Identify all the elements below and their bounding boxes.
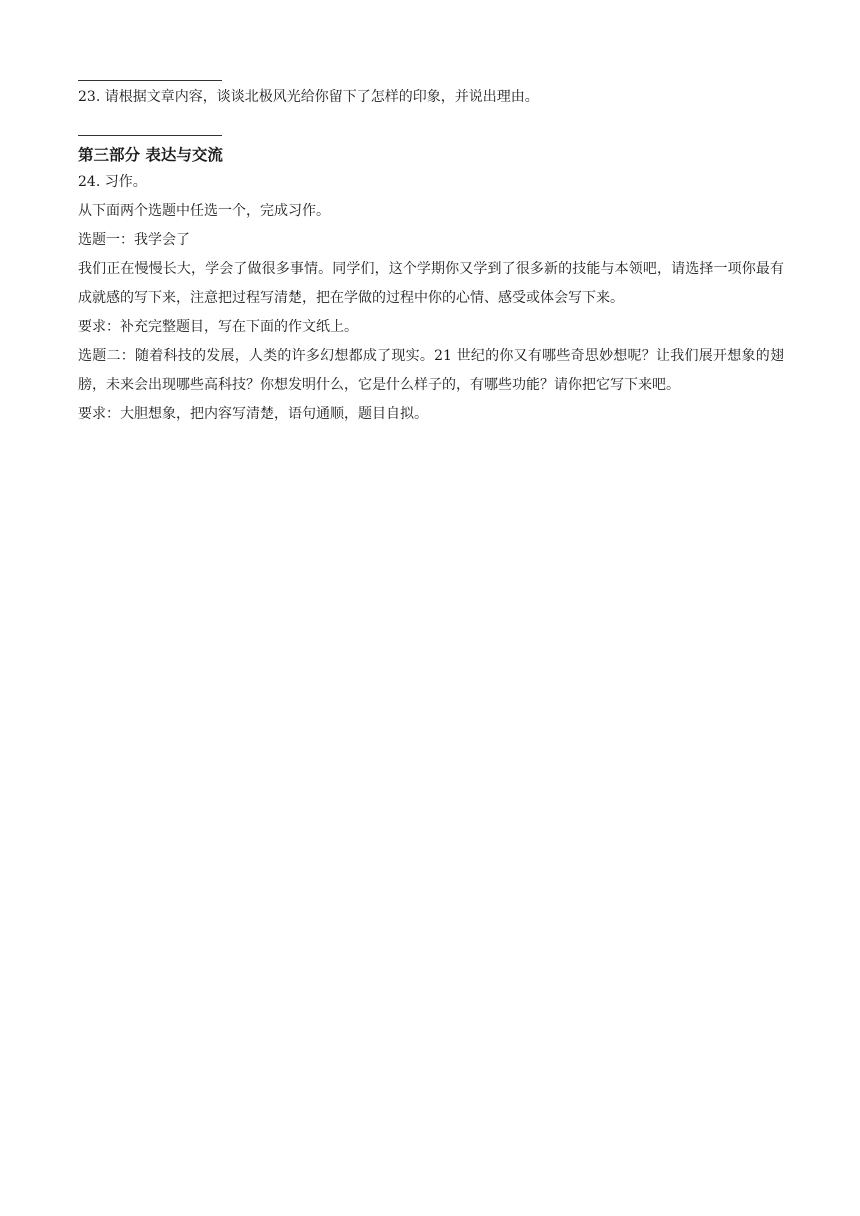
question-23: 23. 请根据文章内容，谈谈北极风光给你留下了怎样的印象，并说出理由。 [78,89,539,105]
option-2-requirement: 要求：大胆想象，把内容写清楚，语句通顺，题目自拟。 [78,406,428,422]
option-1-requirement: 要求：补充完整题目，写在下面的作文纸上。 [78,319,358,335]
answer-blank-line [78,80,222,81]
option-1-body: 我们正在慢慢长大，学会了做很多事情。同学们，这个学期你又学到了很多新的技能与本领吧，请选择一项你最有成就感的写下来，注意把过程写清楚，把在学做的过程中你的心情、感受或体会写下来。 [78,261,784,306]
question-24-instruction: 从下面两个选题中任选一个，完成习作。 [78,203,330,219]
option-2-body: 选题二：随着科技的发展，人类的许多幻想都成了现实。21 世纪的你又有哪些奇思妙想呢？让我们展开想象的翅膀，未来会出现哪些高科技？你想发明什么，它是什么样子的，有哪些功能？请你把它写下来吧。 [78,348,784,393]
option-1-title: 选题一：我学会了 [78,232,190,248]
page-content [78,66,784,429]
question-24-heading: 24. 习作。 [78,174,147,190]
answer-blank-line [78,135,222,136]
section-title: 第三部分 表达与交流 [78,146,223,164]
